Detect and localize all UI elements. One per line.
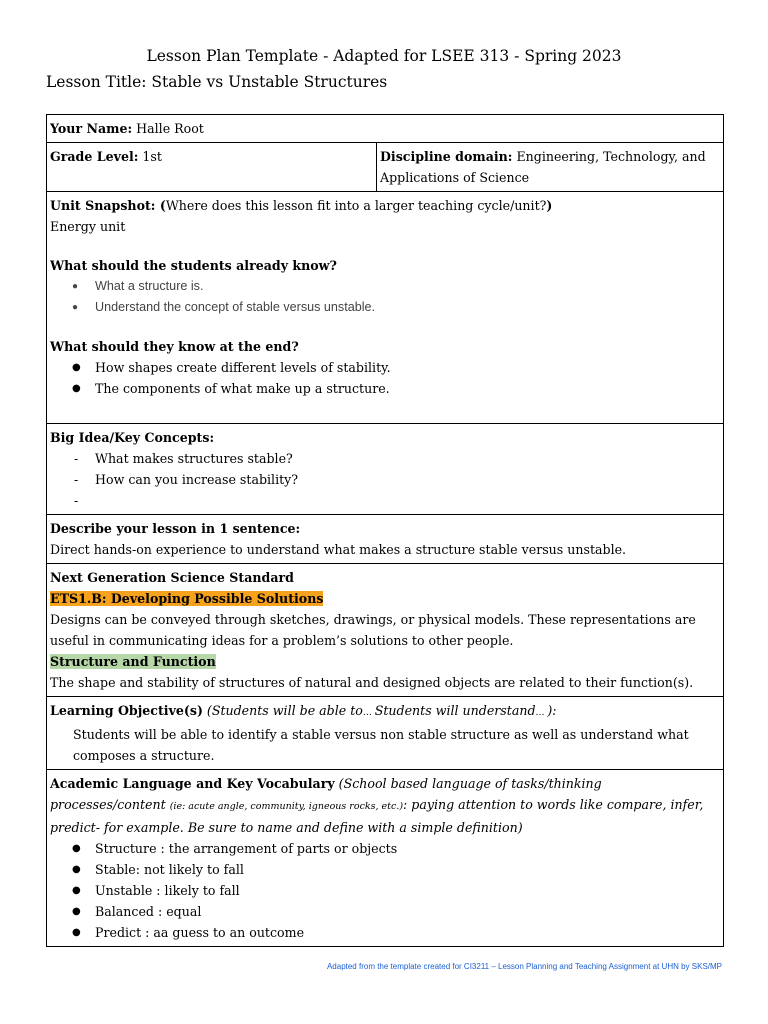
lesson-title: Lesson Title: Stable vs Unstable Structures [46,73,388,91]
big-idea-cell [47,424,724,515]
standard-structure-function: Structure and Function [50,654,216,669]
vocab-hint: (School based language of tasks/thinking processes/content [50,776,602,812]
list-item: ● Stable: not likely to fall [50,859,720,880]
big-idea-row [47,424,724,515]
vocab-row [47,770,724,947]
objective-label: Learning Objective(s) [50,703,203,718]
vocab-label: Academic Language and Key Vocabulary [50,776,335,791]
prior-knowledge-list [50,276,720,318]
list-item [50,490,720,511]
vocab-hint-rest: : paying attention to words like compare, infer, predict- for example. Be sure to name and define with a simple definition) [50,797,704,835]
describe-label: Describe your lesson in 1 sentence: [50,521,301,536]
list-item: ● What a structure is. [50,276,720,297]
vocab-hint-examples: (ie: acute angle, community, igneous rocks, etc.) [169,801,404,812]
unit-question: Where does this lesson fit into a larger teaching cycle/unit? [165,198,547,213]
unit-row [47,192,724,424]
standard-structure-function-text: The shape and stability of structures of natural and designed objects are related to their function(s). [50,675,694,690]
big-idea-list [50,448,720,511]
unit-close: ) [546,198,553,213]
standard-ets1b-text: Designs can be conveyed through sketches, drawings, or physical models. These representations are useful in communicating ideas for a problem’s solutions to other people. [50,612,696,648]
name-label: Your Name: [50,121,133,136]
list-item: ● The components of what make up a structure. [50,378,720,399]
list-item: - How can you increase stability? [50,469,720,490]
objective-hint: (Students will be able to… Students will understand… ): [202,703,557,718]
ngss-cell [47,564,724,697]
describe-cell [47,515,724,564]
objective-row [47,697,724,770]
grade-cell [47,143,377,192]
list-item: ● Predict : aa guess to an outcome [50,922,720,943]
discipline-cell [377,143,724,192]
name-value: Halle Root [132,121,204,136]
list-item: ● How shapes create different levels of stability. [50,357,720,378]
discipline-value: Engineering, Technology, and Applications of Science [380,149,706,185]
discipline-label: Discipline domain: [380,149,513,164]
objective-cell [47,697,724,770]
footer-note: Adapted from the template created for CI3211 – Lesson Planning and Teaching Assignment at UHN by SKS/MP [326,962,722,971]
ngss-row [47,564,724,697]
unit-label: Unit Snapshot: ( [50,198,166,213]
unit-answer: Energy unit [50,219,126,234]
vocab-list [50,838,720,943]
ngss-label: Next Generation Science Standard [50,570,294,585]
standard-ets1b: ETS1.B: Developing Possible Solutions [50,591,324,606]
grade-row [47,143,724,192]
list-item: - What makes structures stable? [50,448,720,469]
end-knowledge-list [50,357,720,399]
prior-knowledge-heading: What should the students already know? [50,258,337,273]
name-cell [47,115,724,143]
big-idea-label: Big Idea/Key Concepts: [50,430,215,445]
unit-cell [47,192,724,424]
grade-label: Grade Level: [50,149,139,164]
lesson-plan-table [46,114,724,947]
list-item: ● Balanced : equal [50,901,720,922]
list-item: ● Understand the concept of stable versus unstable. [50,297,720,318]
list-item: ● Unstable : likely to fall [50,880,720,901]
objective-text: Students will be able to identify a stable versus non stable structure as well as understand what composes a structure. [73,727,689,763]
list-item: ● Structure : the arrangement of parts or objects [50,838,720,859]
document-title: Lesson Plan Template - Adapted for LSEE 313 - Spring 2023 [146,47,622,65]
end-knowledge-heading: What should they know at the end? [50,339,299,354]
describe-row [47,515,724,564]
describe-text: Direct hands-on experience to understand what makes a structure stable versus unstable. [50,542,627,557]
name-row [47,115,724,143]
vocab-cell [47,770,724,947]
grade-value: 1st [138,149,162,164]
